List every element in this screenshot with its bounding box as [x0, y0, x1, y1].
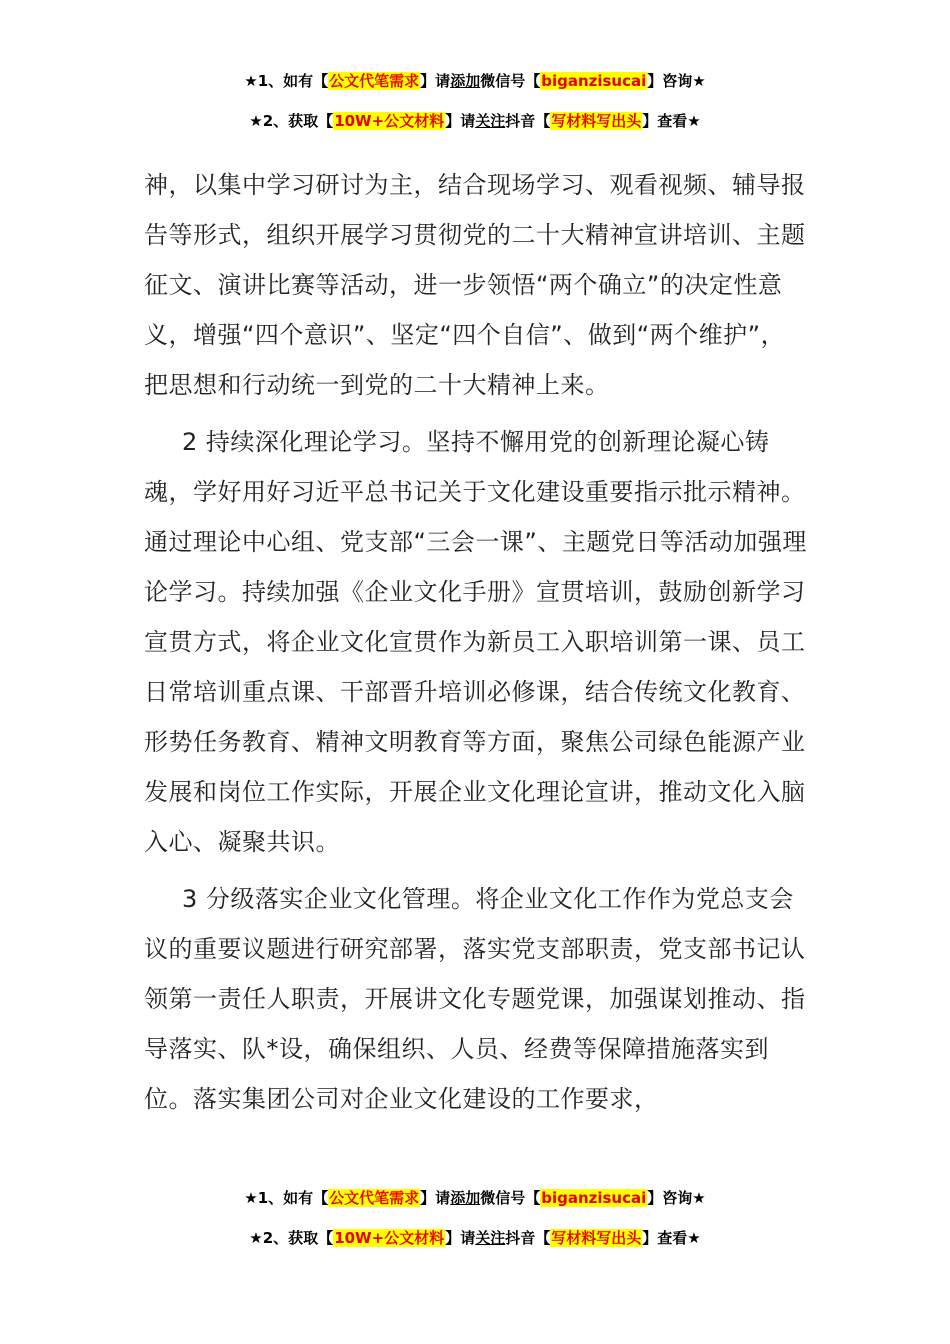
- banner-highlight-wechat-id: biganzisucai: [541, 72, 647, 90]
- banner-highlight-wechat-id: biganzisucai: [541, 1189, 647, 1207]
- paragraph-2-theory-study: 2 持续深化理论学习。坚持不懈用党的创新理论凝心铸魂，学好用好习近平总书记关于文化建设重要指示批示精神。通过理论中心组、党支部“三会一课”、主题党日等活动加强理论学习。持续加强《企业文化手册》宣贯培训，鼓励创新学习宣贯方式，将企业文化宣贯作为新员工入职培训第一课、员工日常培训重点课、干部晋升培训必修课，结合传统文化教育、形势任务教育、精神文明教育等方面，聚焦公司绿色能源产业发展和岗位工作实际，开展企业文化理论宣讲，推动文化入脑入心、凝聚共识。: [144, 428, 807, 856]
- banner-text: 】咨询★: [647, 1189, 706, 1207]
- banner-highlight: 公文代笔需求: [329, 1189, 420, 1207]
- banner-text: ★1、如有【: [244, 1189, 329, 1207]
- banner-highlight: 10W+公文材料: [334, 1229, 445, 1247]
- banner-highlight: 10W+公文材料: [334, 112, 445, 130]
- promo-banner-top-line-1: [0, 70, 950, 92]
- banner-highlight-douyin-id: 写材料写出头: [551, 1229, 642, 1247]
- banner-text: 】请: [420, 72, 451, 90]
- document-body: [144, 160, 808, 1124]
- banner-text: 微信号【: [480, 72, 541, 90]
- banner-highlight: 公文代笔需求: [329, 72, 420, 90]
- promo-banner-top-line-2: [0, 110, 950, 132]
- banner-text: ★2、获取【: [249, 112, 334, 130]
- banner-text: 抖音【: [505, 1229, 551, 1247]
- banner-text: 】咨询★: [647, 72, 706, 90]
- promo-banner-bottom-line-1: [0, 1187, 950, 1209]
- banner-underlined-text: 关注: [475, 1229, 506, 1247]
- promo-banner-bottom-line-2: [0, 1227, 950, 1249]
- banner-underlined-text: 添加: [450, 1189, 481, 1207]
- paragraph-3-culture-management: 3 分级落实企业文化管理。将企业文化工作作为党总支会议的重要议题进行研究部署，落实党支部职责，党支部书记认领第一责任人职责，开展讲文化专题党课，加强谋划推动、指导落实、队*设，确保组织、人员、经费等保障措施落实到位。落实集团公司对企业文化建设的工作要求，: [144, 885, 806, 1113]
- banner-underlined-text: 关注: [475, 112, 506, 130]
- banner-text: 】请: [420, 1189, 451, 1207]
- banner-text: 抖音【: [505, 112, 551, 130]
- banner-text: 微信号【: [480, 1189, 541, 1207]
- banner-text: ★2、获取【: [249, 1229, 334, 1247]
- banner-text: ★1、如有【: [244, 72, 329, 90]
- paragraph-continuation: 神，以集中学习研讨为主，结合现场学习、观看视频、辅导报告等形式，组织开展学习贯彻党的二十大精神宣讲培训、主题征文、演讲比赛等活动，进一步领悟“两个确立”的决定性意义，增强“四个意识”、坚定“四个自信”、做到“两个维护”，把思想和行动统一到党的二十大精神上来。: [144, 171, 806, 399]
- banner-text: 】查看★: [642, 112, 701, 130]
- banner-underlined-text: 添加: [450, 72, 481, 90]
- banner-highlight-douyin-id: 写材料写出头: [551, 112, 642, 130]
- banner-text: 】请: [445, 1229, 476, 1247]
- banner-text: 】查看★: [642, 1229, 701, 1247]
- banner-text: 】请: [445, 112, 476, 130]
